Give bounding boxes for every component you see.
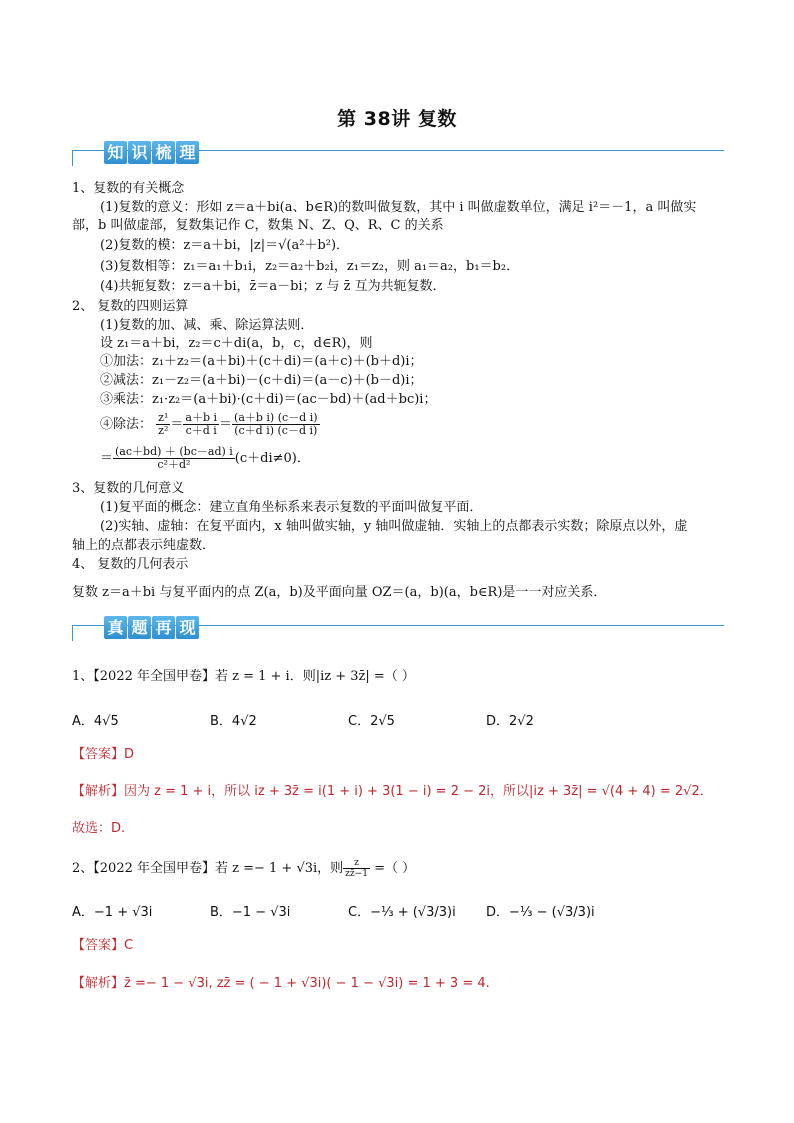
frac-num: z¹ <box>158 411 169 424</box>
frac-num: (ac＋bd) ＋ (bc－ad) i <box>115 445 233 458</box>
banner-char: 真 <box>104 616 127 639</box>
question-1-choice: 故选：D. <box>72 821 126 836</box>
para-equality: (3)复数相等：z₁＝a₁＋b₁i，z₂＝a₂＋b₂i，z₁＝z₂，则 a₁＝a₂，b₁＝b₂． <box>100 259 520 274</box>
para-modulus: (2)复数的模：z＝a＋bi，|z|＝√(a²＋b²)． <box>100 238 350 253</box>
banner-char: 现 <box>176 616 199 639</box>
frac-den: (c＋d i) (c－d i) <box>234 424 318 437</box>
question-2-analysis: 【解析】z̄ =− 1 − √3i, zz̄ = ( − 1 + √3i)( − 1 − √3i) = 1 + 3 = 4. <box>72 976 490 991</box>
question-2-stem-b: =（ ） <box>369 861 416 876</box>
heading-operations: 2、 复数的四则运算 <box>72 299 189 314</box>
banner-hook <box>72 150 83 166</box>
banner-char: 理 <box>176 141 199 164</box>
para-meaning: (1)复数的意义：形如 z＝a＋bi(a、b∈R)的数叫做复数，其中 i 叫做虚数单位，满足 i²＝－1，a 叫做实 <box>100 200 697 215</box>
banner-char: 题 <box>128 616 151 639</box>
para-op-rules: (1)复数的加、减、乘、除运算法则． <box>100 318 314 333</box>
banner-char: 再 <box>152 616 175 639</box>
question-1-answer: 【答案】D <box>72 747 135 762</box>
banner-tab <box>98 140 206 164</box>
fraction-conjugate-multiply <box>232 412 320 437</box>
para-op-setup: 设 z₁＝a＋bi，z₂＝c＋di(a，b，c，d∈R)，则 <box>100 336 373 351</box>
question-1-option-d: D．2√2 <box>486 714 534 729</box>
heading-geometry: 3、复数的几何意义 <box>72 481 185 496</box>
division-label: ④除法： <box>100 417 153 432</box>
section-banner-exam <box>72 615 724 643</box>
question-2-answer: 【答案】C <box>72 938 134 953</box>
question-2-stem-a: 2、【2022 年全国甲卷】若 z =− 1 + √3i，则 <box>72 861 344 876</box>
para-multiplication: ③乘法：z₁·z₂＝(a＋bi)·(c＋di)＝(ac－bd)＋(ad＋bc)i； <box>100 392 437 407</box>
heading-concepts: 1、复数的有关概念 <box>72 181 185 196</box>
fraction-division-result <box>113 446 235 471</box>
banner-char: 识 <box>128 141 151 164</box>
question-1-analysis: 【解析】因为 z = 1 + i，所以 iz + 3z̄ = i(1 + i) + 3(1 − i) = 2 − 2i，所以|iz + 3z̄| = √(4 + 4) = 2√2． <box>72 784 713 799</box>
para-addition: ①加法：z₁＋z₂＝(a＋bi)＋(c＋di)＝(a＋c)＋(b＋d)i； <box>100 354 423 369</box>
section-banner-knowledge <box>72 140 724 168</box>
question-1-stem: 1、【2022 年全国甲卷】若 z = 1 + i．则|iz + 3z̄| =（ ） <box>72 669 415 684</box>
para-axes: (2)实轴、虚轴：在复平面内，x 轴叫做实轴，y 轴叫做虚轴．实轴上的点都表示实数；除原点以外，虚 <box>100 519 688 534</box>
question-2-stem <box>72 858 415 879</box>
question-2-option-b: B．−1 − √3i <box>210 905 291 920</box>
frac-den: zz̄−1 <box>345 869 368 879</box>
frac-den: c＋d i <box>185 424 217 437</box>
para-correspondence: 复数 z＝a＋bi 与复平面内的点 Z(a，b)及平面向量 OZ＝(a，b)(a，b∈R)是一一对应关系． <box>72 585 607 600</box>
fraction-ab-cd <box>183 412 219 437</box>
frac-num: z <box>343 858 370 869</box>
para-division-result: ＝ $\frac{(ac+bd) + (bc-ad) i}{\text{c²＋d²}}$ (c＋di≠0)． <box>100 445 310 471</box>
fraction-z1-z2 <box>156 412 170 437</box>
frac-den: c²＋d² <box>157 458 191 471</box>
banner-char: 知 <box>104 141 127 164</box>
para-meaning-cont: 部，b 叫做虚部，复数集记作 C，数集 N、Z、Q、R、C 的关系 <box>72 218 444 233</box>
question-2-option-a: A．−1 + √3i <box>72 905 153 920</box>
banner-char: 梳 <box>152 141 175 164</box>
banner-tab <box>98 615 206 639</box>
question-1-option-b: B．4√2 <box>210 714 257 729</box>
para-subtraction: ②减法：z₁－z₂＝(a＋bi)－(c＋di)＝(a－c)＋(b－d)i； <box>100 373 423 388</box>
question-2-option-d: D．−⅓ − (√3/3)i <box>486 905 595 920</box>
division-condition: (c＋di≠0)． <box>234 451 310 466</box>
question-2-fraction <box>343 858 370 879</box>
para-conjugate: (4)共轭复数：z＝a＋bi，z̄＝a－bi；z 与 z̄ 互为共轭复数． <box>100 279 446 294</box>
page-title: 第 38讲 复数 <box>337 108 457 130</box>
frac-num: (a＋b i) (c－d i) <box>234 411 318 424</box>
question-1-option-a: A．4√5 <box>72 714 119 729</box>
question-2-option-c: C．−⅓ + (√3/3)i <box>348 905 456 920</box>
banner-hook <box>72 625 83 641</box>
question-1-option-c: C．2√5 <box>348 714 395 729</box>
para-axes-cont: 轴上的点都表示纯虚数． <box>72 538 216 553</box>
para-complex-plane: (1)复平面的概念：建立直角坐标系来表示复数的平面叫做复平面． <box>100 500 483 515</box>
frac-num: a＋b i <box>185 411 218 424</box>
heading-representation: 4、 复数的几何表示 <box>72 557 189 572</box>
para-division: ④除法： $\frac{\text{z¹}}{\text{z²}}$ ＝ $\frac{\text{a＋b i}}{\text{c＋d i}}$ ＝ $\frac{\text{(a＋b i) (c－d i)}}{\text{(c＋d i) (c－d i)}}$ <box>100 411 318 437</box>
frac-den: z² <box>158 424 169 437</box>
